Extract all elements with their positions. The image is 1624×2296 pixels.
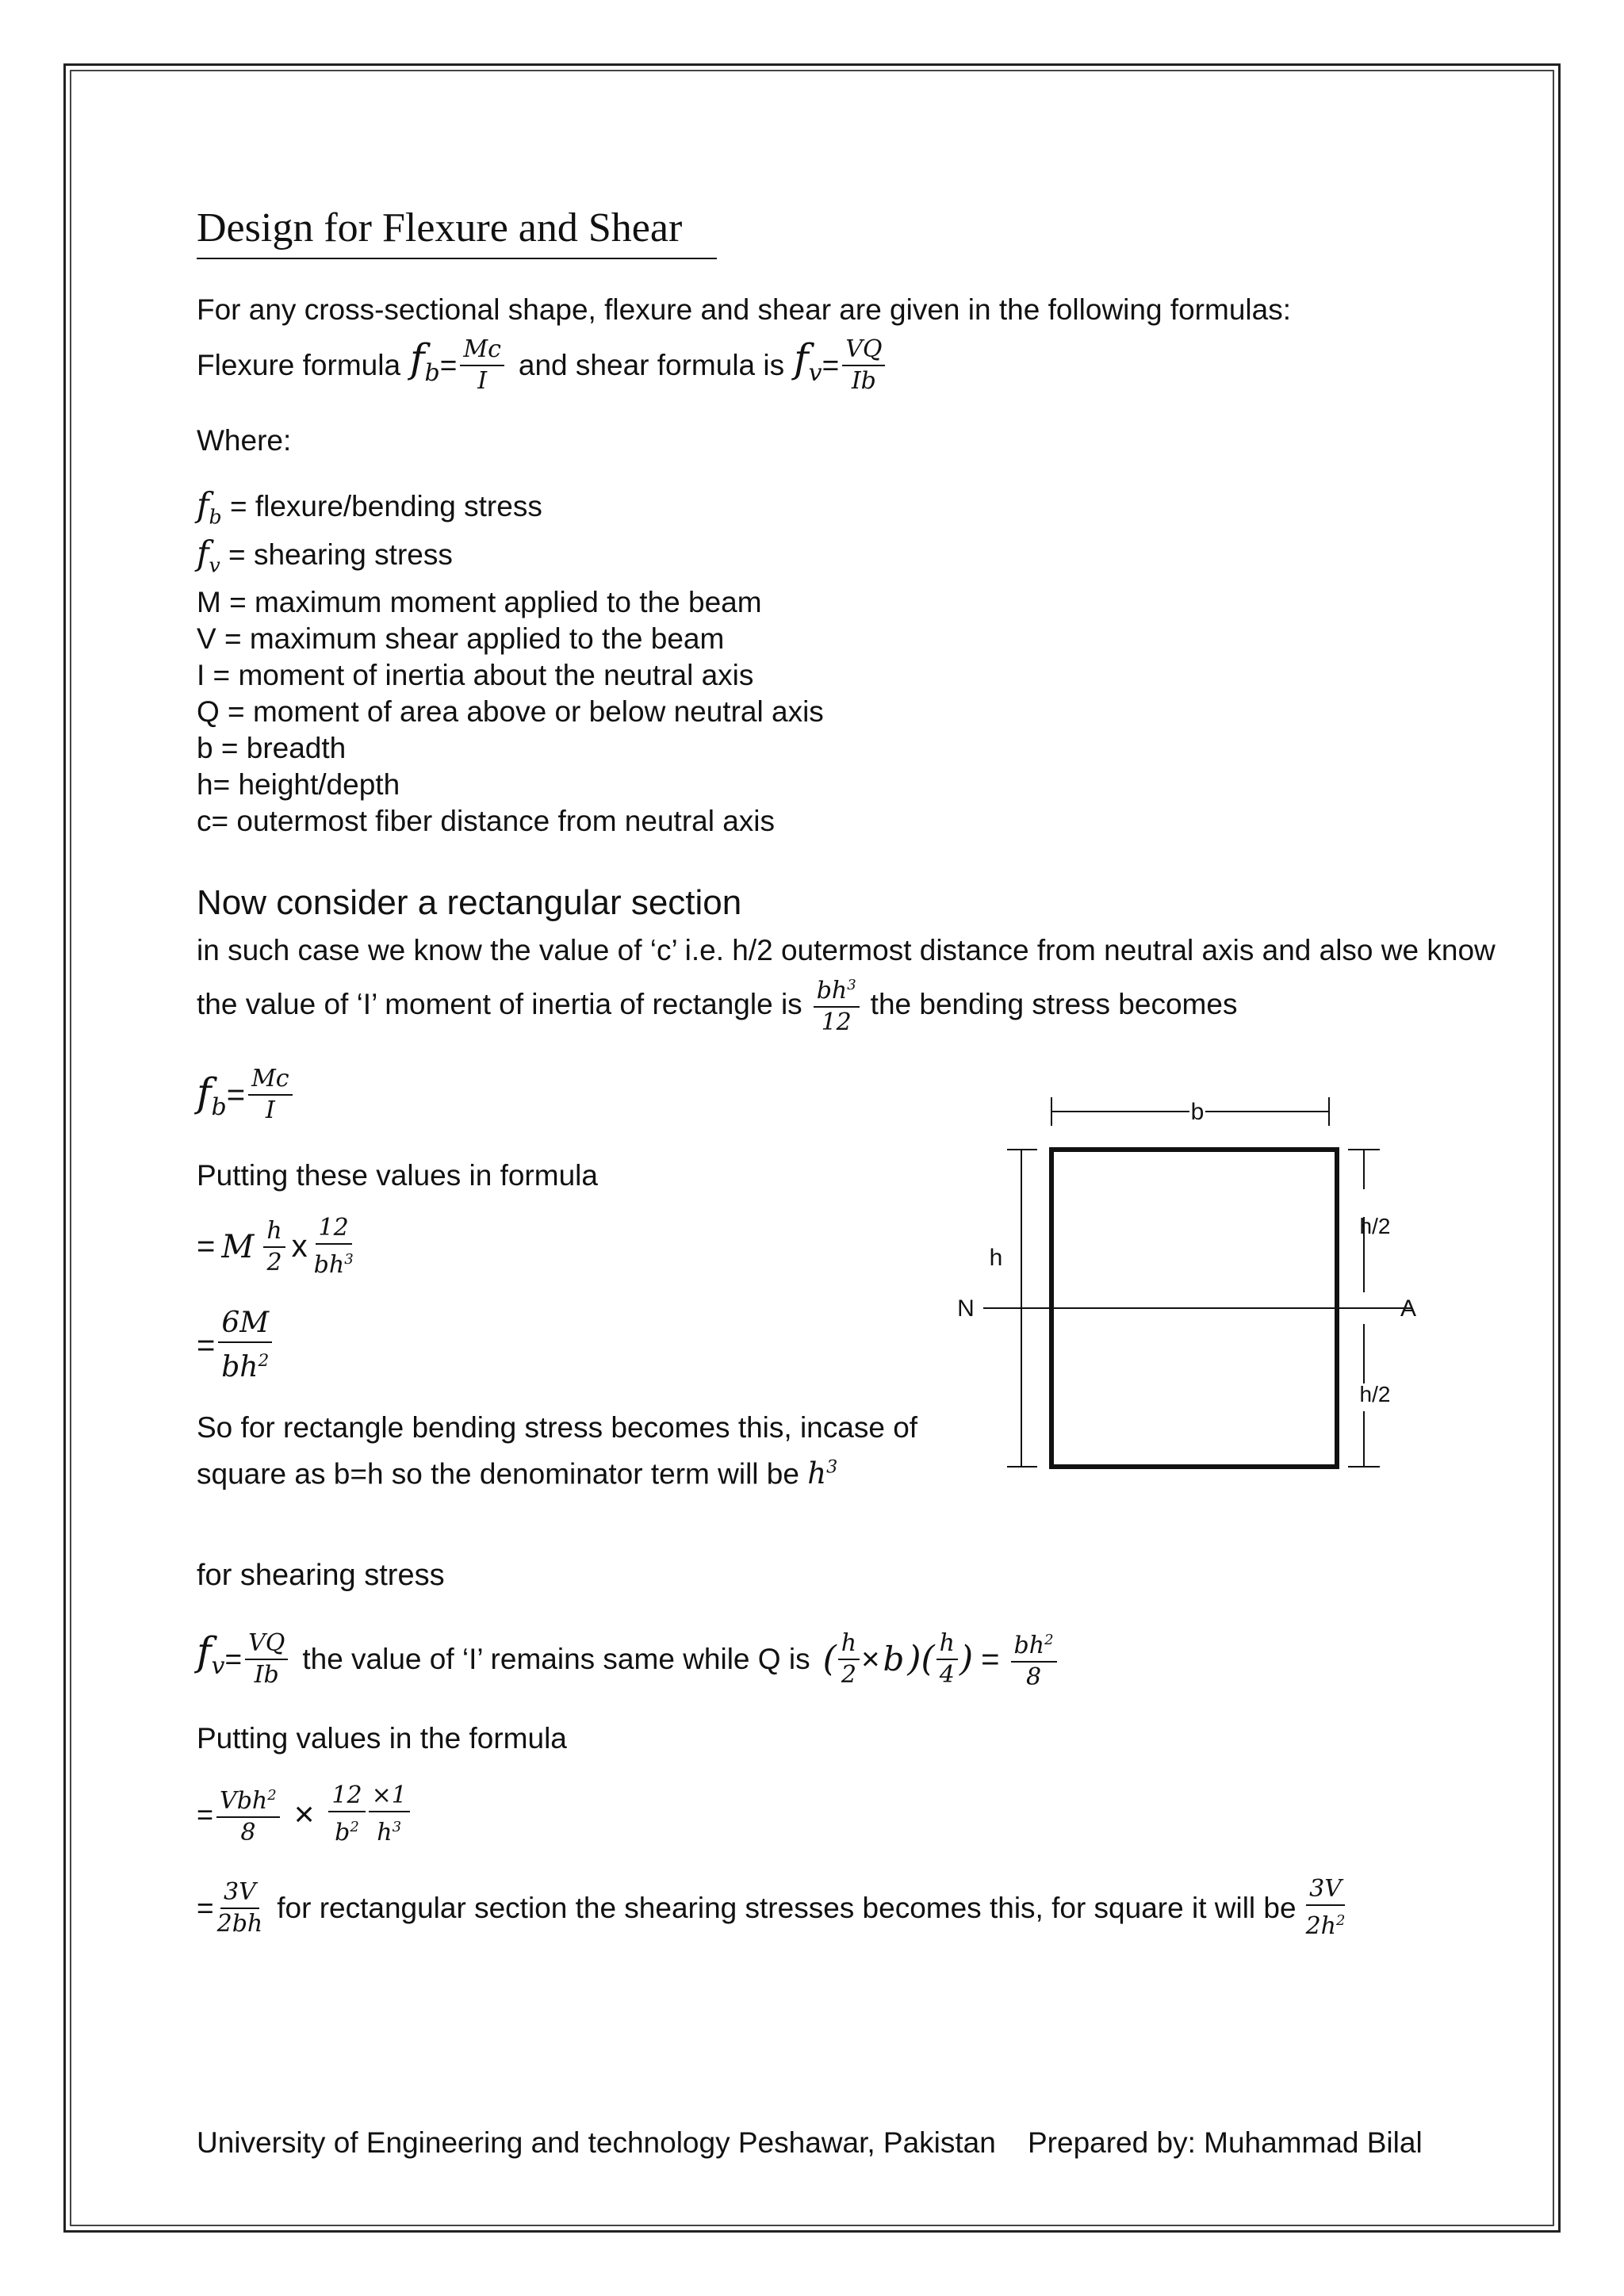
shear-equation-line: $f_v$ = $\frac{VQ}{Ib}$ the value of ‘I’ remains same while Q is ( $\frac{h}{2}$ × b )( $\frac{h}{4}$ ) = $\frac{bh^2}{8}$ bbox=[197, 1627, 1060, 1691]
rect-heading: Now consider a rectangular section bbox=[197, 883, 742, 922]
fv-symbol: $f_v$ bbox=[794, 335, 822, 387]
flexure-fraction: $\frac{Mc}{I}$ bbox=[460, 336, 504, 395]
label-N: N bbox=[957, 1295, 975, 1322]
putting-values-2: Putting values in the formula bbox=[197, 1722, 567, 1755]
rect-para2a: the value of ‘I’ moment of inertia of rectangle is bbox=[197, 987, 802, 1020]
def-item: $f_b$ = flexure/bending stress bbox=[197, 485, 542, 529]
label-b: b bbox=[1190, 1099, 1205, 1125]
conclusion-1: So for rectangle bending stress becomes this, incase of bbox=[197, 1411, 918, 1444]
step-2: = $\frac{6M}{bh^2}$ bbox=[197, 1307, 275, 1384]
rect-paragraph-1: in such case we know the value of ‘c’ i.e. h/2 outermost distance from neutral axis and also we know bbox=[197, 934, 1496, 966]
footer-author: Prepared by: Muhammad Bilal bbox=[1028, 2126, 1423, 2159]
label-A: A bbox=[1400, 1295, 1417, 1322]
formula-line: Flexure formula $f_b$ = $\frac{Mc}{I}$ and shear formula is $f_v$ = $\frac{VQ}{Ib}$ bbox=[197, 336, 888, 395]
shear-result-line: = $\frac{3V}{2bh}$ for rectangular section the shearing stresses becomes this, for square it will be $\frac{3V}{2h^2}$ bbox=[197, 1875, 1346, 1940]
fb-symbol: $f_b$ bbox=[410, 335, 440, 387]
rectangle-section-diagram bbox=[936, 1078, 1443, 1490]
rect-para2b: the bending stress becomes bbox=[870, 987, 1238, 1020]
def-item: Q = moment of area above or below neutral axis bbox=[197, 695, 824, 728]
step-1: = M $\frac{h}{2}$ x $\frac{12}{bh^3}$ bbox=[197, 1214, 354, 1279]
shear-result-text: for rectangular section the shearing stresses becomes this, for square it will be bbox=[277, 1891, 1297, 1924]
where-label: Where: bbox=[197, 424, 292, 457]
conclusion-2-line: square as b=h so the denominator term will be $h^3$ bbox=[197, 1456, 838, 1491]
def-item: M = maximum moment applied to the beam bbox=[197, 585, 762, 618]
page-title: Design for Flexure and Shear bbox=[197, 205, 717, 259]
label-h: h bbox=[989, 1245, 1003, 1271]
def-item: $f_v$ = shearing stress bbox=[197, 534, 453, 577]
footer-university: University of Engineering and technology Peshawar, Pakistan bbox=[197, 2126, 996, 2159]
def-item: h= height/depth bbox=[197, 767, 400, 801]
rect-paragraph-2 bbox=[197, 972, 1237, 1036]
conclusion-2: square as b=h so the denominator term will be bbox=[197, 1457, 799, 1490]
label-h2-top: h/2 bbox=[1359, 1214, 1391, 1238]
putting-values: Putting these values in formula bbox=[197, 1159, 598, 1192]
definitions-list bbox=[197, 487, 824, 840]
def-item: I = moment of inertia about the neutral axis bbox=[197, 658, 754, 691]
label-h2-bottom: h/2 bbox=[1359, 1382, 1391, 1406]
def-item: c= outermost fiber distance from neutral axis bbox=[197, 804, 776, 837]
inertia-fraction: $\frac{bh^3}{12}$ bbox=[814, 972, 860, 1036]
shear-fraction: $\frac{VQ}{Ib}$ bbox=[842, 336, 885, 395]
shear-step-1: = $\frac{Vbh^2}{8}$ × $\frac{12}{b^2}$ $\frac{\times 1}{h^3}$ bbox=[197, 1782, 413, 1846]
shear-text: the value of ‘I’ remains same while Q is bbox=[302, 1642, 810, 1675]
intro-text: For any cross-sectional shape, flexure and shear are given in the following formulas: bbox=[197, 293, 1291, 326]
fb-equation: $f_b$ = $\frac{Mc}{I}$ bbox=[197, 1066, 296, 1124]
shear-heading: for shearing stress bbox=[197, 1559, 445, 1592]
def-item: b = breadth bbox=[197, 731, 347, 764]
def-item: V = maximum shear applied to the beam bbox=[197, 622, 725, 655]
flexure-label: Flexure formula bbox=[197, 349, 401, 381]
shear-label: and shear formula is bbox=[518, 349, 785, 381]
